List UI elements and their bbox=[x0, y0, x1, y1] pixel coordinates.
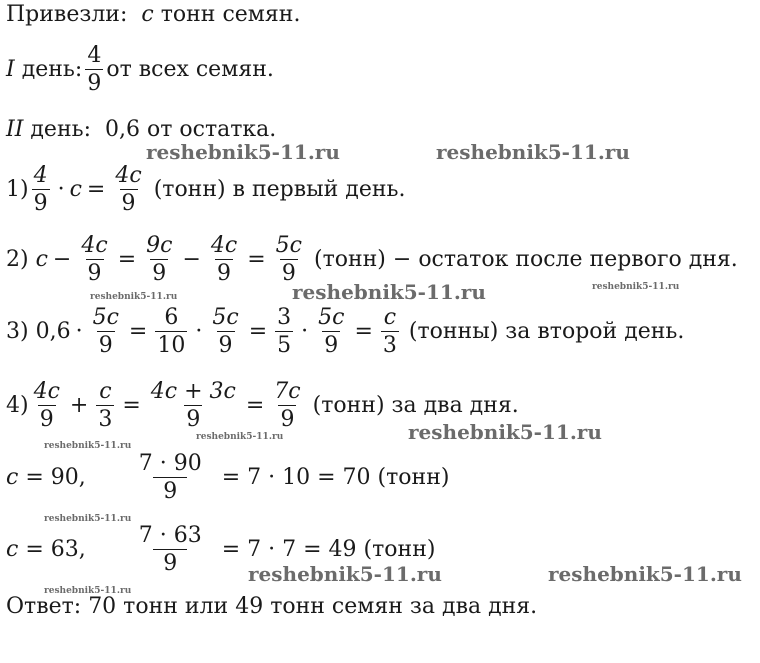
given-label: Привезли: bbox=[6, 2, 128, 27]
fraction-denominator: 9 bbox=[280, 407, 295, 432]
fraction-numerator: 7 · 90 bbox=[138, 451, 202, 476]
step3-fraction-5 bbox=[316, 304, 346, 359]
watermark: reshebnik5-11.ru bbox=[44, 514, 132, 524]
answer-text: Ответ: 70 тонн или 49 тонн семян за два дня. bbox=[6, 594, 538, 619]
step4-text: (тонн) за два дня. bbox=[312, 393, 519, 418]
case1-fraction bbox=[129, 450, 212, 505]
step1-fraction-2 bbox=[113, 162, 143, 217]
step2-fraction-4 bbox=[274, 232, 304, 287]
step3-fraction-6 bbox=[381, 304, 399, 359]
step3-fraction-3 bbox=[210, 304, 240, 359]
dot-operator: · bbox=[301, 319, 309, 344]
step4-fraction-4 bbox=[272, 378, 302, 433]
given-var: c bbox=[141, 2, 154, 27]
fraction-denominator: 5 bbox=[277, 333, 292, 358]
case1-var: c bbox=[6, 465, 19, 490]
step3-fraction-4 bbox=[275, 304, 293, 359]
watermark: reshebnik5-11.ru bbox=[408, 420, 602, 444]
fraction-denominator: 9 bbox=[39, 407, 54, 432]
fraction-numerator: 4c bbox=[33, 379, 60, 404]
fraction-numerator: 6 bbox=[164, 305, 179, 330]
fraction-denominator: 9 bbox=[87, 71, 102, 96]
fraction-numerator: 3 bbox=[277, 305, 292, 330]
day1-text: от всех семян. bbox=[106, 57, 274, 82]
fraction-denominator: 9 bbox=[153, 477, 187, 505]
case1-value: = 90, bbox=[25, 465, 86, 490]
step3-fraction-2 bbox=[155, 304, 187, 359]
equals-sign: = bbox=[248, 319, 268, 344]
step3-fraction-1 bbox=[91, 304, 121, 359]
case2-fraction bbox=[129, 522, 212, 577]
plus-sign: + bbox=[69, 393, 89, 418]
step2-fraction-1 bbox=[79, 232, 109, 287]
step2-fraction-3 bbox=[209, 232, 239, 287]
fraction-denominator: 3 bbox=[382, 333, 397, 358]
watermark: reshebnik5-11.ru bbox=[248, 562, 442, 586]
fraction-numerator: 4 bbox=[87, 43, 102, 68]
watermark: reshebnik5-11.ru bbox=[292, 280, 486, 304]
watermark: reshebnik5-11.ru bbox=[44, 586, 132, 596]
day1-line bbox=[6, 42, 274, 97]
case1-rest: = 7 · 10 = 70 (тонн) bbox=[221, 465, 450, 490]
step2-var: c bbox=[35, 247, 48, 272]
fraction-numerator: c bbox=[383, 305, 397, 330]
step-index: 4) bbox=[6, 393, 29, 418]
fraction-denominator: 9 bbox=[33, 191, 48, 216]
fraction-numerator: 4c bbox=[115, 163, 142, 188]
fraction-numerator: 5c bbox=[318, 305, 345, 330]
step1-var: c bbox=[69, 177, 82, 202]
fraction-denominator: 9 bbox=[152, 261, 167, 286]
fraction-denominator: 9 bbox=[153, 549, 187, 577]
fraction-denominator: 9 bbox=[281, 261, 296, 286]
fraction-denominator: 10 bbox=[157, 333, 186, 358]
fraction-numerator: 5c bbox=[212, 305, 239, 330]
day1-label-num: I bbox=[6, 57, 15, 82]
equals-sign: = bbox=[122, 393, 141, 418]
day2-label-num: II bbox=[6, 117, 24, 142]
fraction-denominator: 9 bbox=[87, 261, 102, 286]
watermark: reshebnik5-11.ru bbox=[196, 432, 284, 442]
dot-operator: · bbox=[195, 319, 203, 344]
step-index: 1) bbox=[6, 177, 29, 202]
step-index: 3) bbox=[6, 319, 29, 344]
step3-coef: 0,6 bbox=[35, 319, 71, 344]
watermark: reshebnik5-11.ru bbox=[548, 562, 742, 586]
day2-text: 0,6 от остатка. bbox=[105, 117, 277, 142]
watermark: reshebnik5-11.ru bbox=[592, 282, 680, 292]
step2-fraction-2 bbox=[144, 232, 174, 287]
fraction-numerator: 4c bbox=[81, 233, 108, 258]
fraction-numerator: c bbox=[99, 379, 112, 404]
case2-rest: = 7 · 7 = 49 (тонн) bbox=[221, 537, 436, 562]
equals-sign: = bbox=[128, 319, 148, 344]
fraction-denominator: 9 bbox=[186, 407, 201, 432]
fraction-denominator: 9 bbox=[98, 333, 113, 358]
fraction-numerator: 5c bbox=[92, 305, 119, 330]
given-text: тонн семян. bbox=[160, 2, 301, 27]
step2-text: (тонн) − остаток после первого дня. bbox=[313, 247, 738, 272]
step4-fraction-1 bbox=[32, 378, 62, 433]
equals-sign: = bbox=[245, 393, 265, 418]
dot-operator: · bbox=[75, 319, 83, 344]
watermark: reshebnik5-11.ru bbox=[90, 292, 178, 302]
answer-line bbox=[6, 594, 537, 619]
equals-sign: = bbox=[354, 319, 373, 344]
fraction-denominator: 9 bbox=[324, 333, 339, 358]
watermark: reshebnik5-11.ru bbox=[44, 441, 132, 451]
fraction-numerator: 7c bbox=[274, 379, 301, 404]
fraction-denominator: 9 bbox=[217, 261, 232, 286]
day1-fraction bbox=[85, 42, 103, 97]
case2-var: c bbox=[6, 537, 19, 562]
equals-sign: = bbox=[247, 247, 266, 272]
fraction-numerator: 5c bbox=[275, 233, 302, 258]
day1-label-word: день: bbox=[21, 57, 83, 82]
equals-sign: = bbox=[117, 247, 137, 272]
step1-fraction-1 bbox=[32, 162, 50, 217]
case2-value: = 63, bbox=[25, 537, 86, 562]
minus-sign: − bbox=[52, 247, 72, 272]
day2-label-word: день: bbox=[30, 117, 92, 142]
dot-operator: · bbox=[57, 177, 65, 202]
step2-line bbox=[6, 232, 738, 287]
step4-fraction-2 bbox=[96, 378, 114, 433]
fraction-numerator: 4c + 3c bbox=[150, 379, 236, 404]
equals-sign: = bbox=[86, 177, 106, 202]
step1-line bbox=[6, 162, 405, 217]
watermark: reshebnik5-11.ru bbox=[436, 140, 630, 164]
fraction-denominator: 3 bbox=[98, 407, 113, 432]
minus-sign: − bbox=[182, 247, 201, 272]
case1-line bbox=[6, 450, 449, 505]
fraction-numerator: 7 · 63 bbox=[138, 523, 202, 548]
watermark: reshebnik5-11.ru bbox=[146, 140, 340, 164]
step1-text: (тонн) в первый день. bbox=[153, 177, 406, 202]
step3-line bbox=[6, 304, 684, 359]
fraction-denominator: 9 bbox=[121, 191, 136, 216]
step-index: 2) bbox=[6, 247, 29, 272]
step3-text: (тонны) за второй день. bbox=[408, 319, 685, 344]
fraction-numerator: 9c bbox=[146, 233, 173, 258]
day2-line bbox=[6, 117, 276, 142]
fraction-numerator: 4 bbox=[33, 163, 48, 188]
given-line bbox=[6, 2, 300, 27]
fraction-numerator: 4c bbox=[210, 233, 238, 258]
fraction-denominator: 9 bbox=[218, 333, 233, 358]
step4-fraction-3 bbox=[149, 378, 238, 433]
